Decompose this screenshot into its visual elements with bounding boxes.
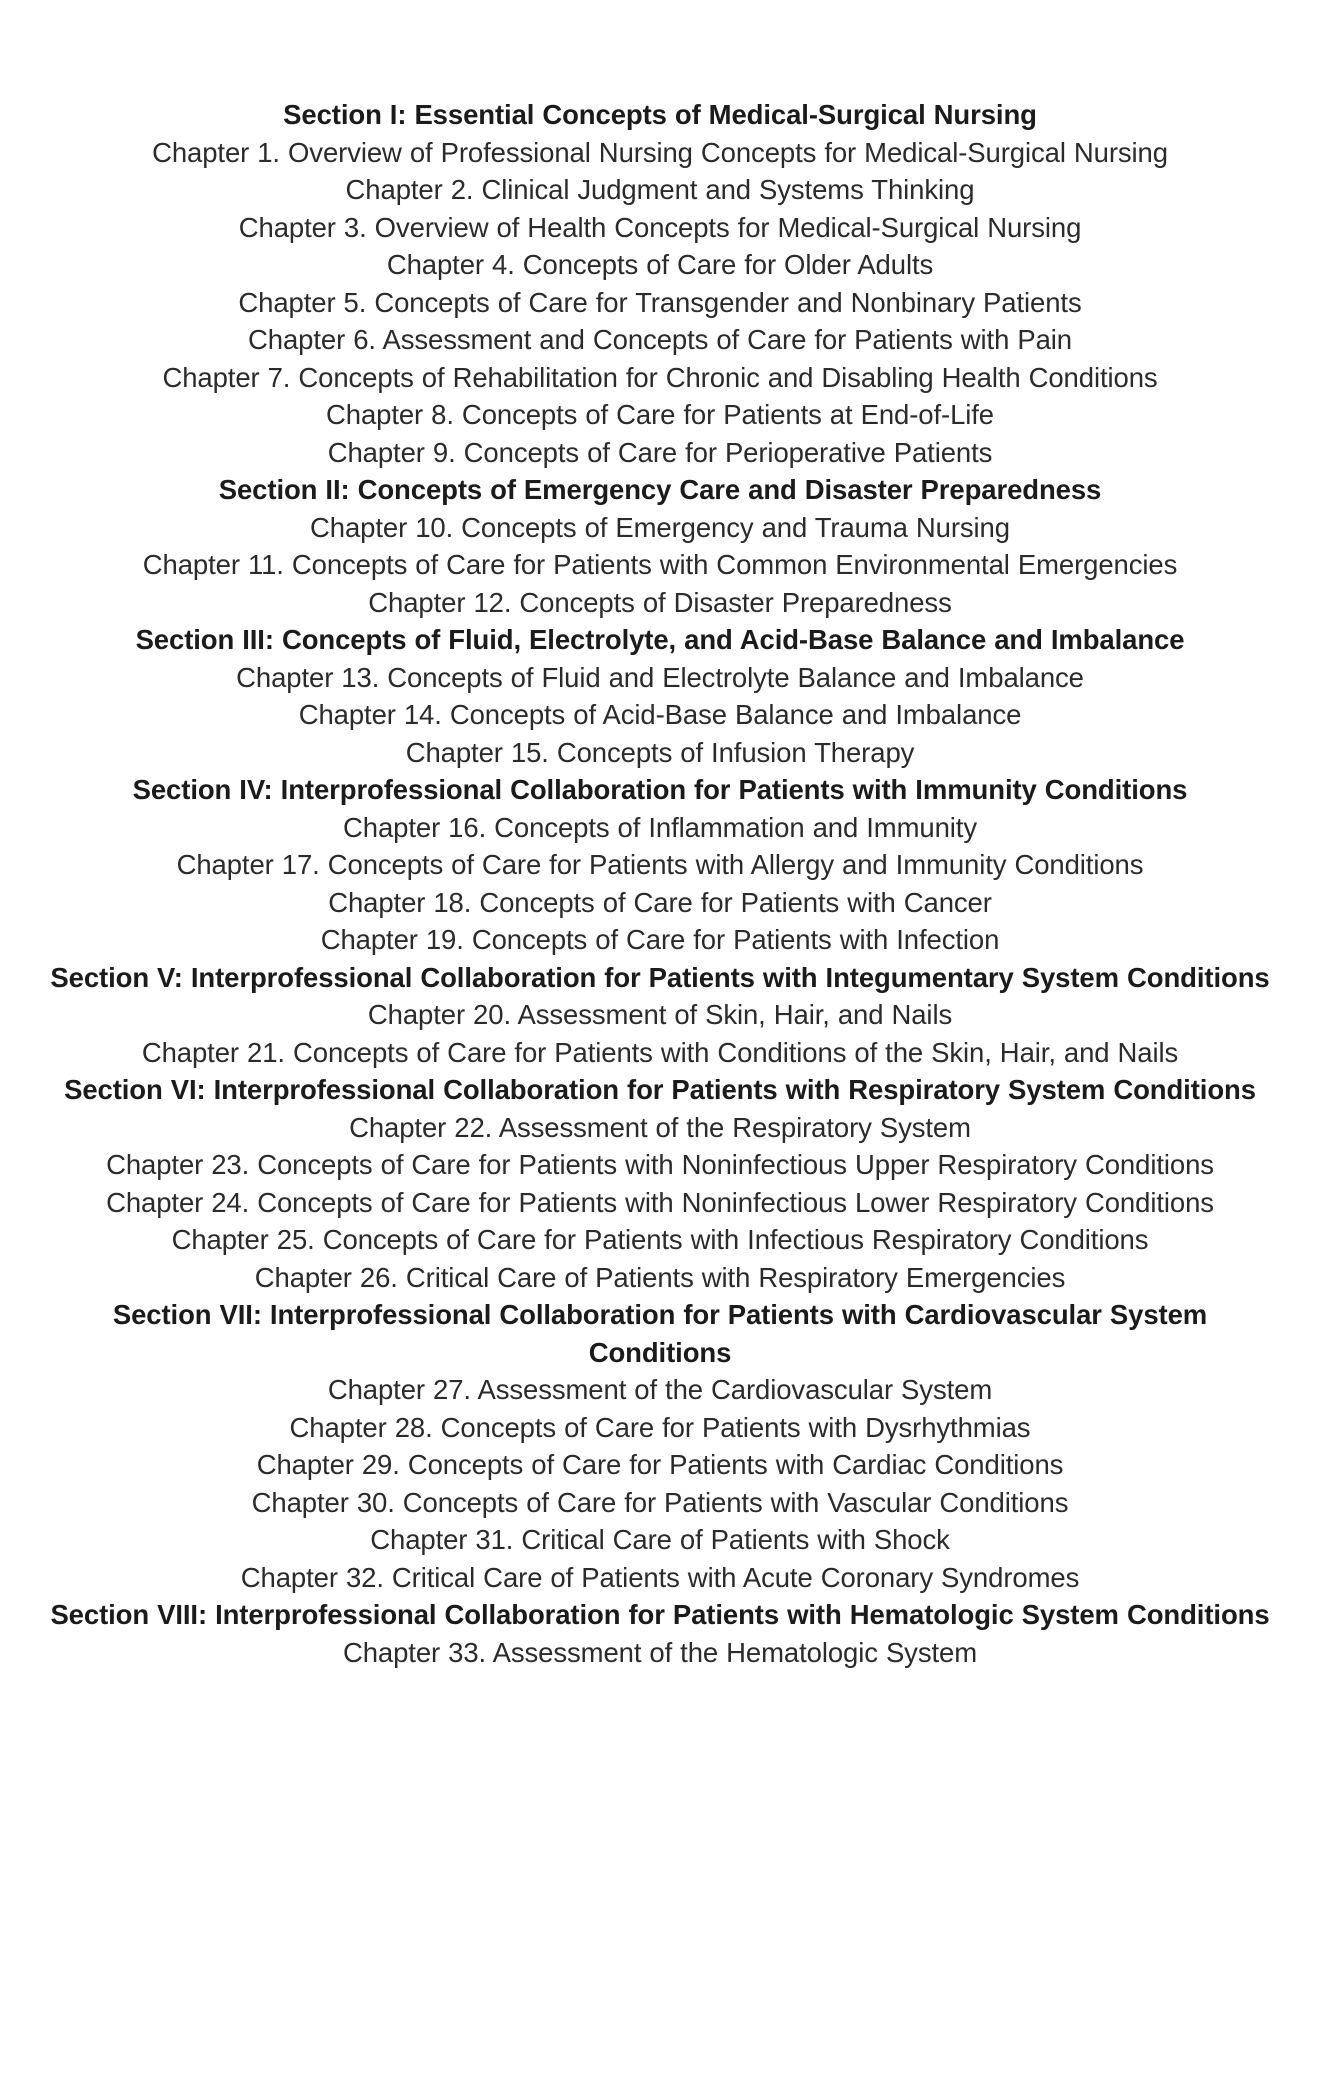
toc-section-heading: Section VIII: Interprofessional Collaboration for Patients with Hematologic System Conditions — [50, 1599, 1270, 1630]
toc-chapter-entry: Chapter 17. Concepts of Care for Patients with Allergy and Immunity Conditions — [176, 849, 1144, 880]
toc-chapter-entry: Chapter 8. Concepts of Care for Patients at End-of-Life — [325, 399, 995, 430]
toc-chapter-entry: Chapter 2. Clinical Judgment and Systems Thinking — [345, 174, 975, 205]
toc-section-heading: Section II: Concepts of Emergency Care and Disaster Preparedness — [218, 474, 1102, 505]
toc-chapter-entry: Chapter 15. Concepts of Infusion Therapy — [405, 736, 915, 768]
toc-chapter-entry: Chapter 12. Concepts of Disaster Preparedness — [368, 586, 952, 618]
toc-chapter-entry: Chapter 24. Concepts of Care for Patients with Noninfectious Lower Respiratory Conditions — [106, 1186, 1214, 1218]
toc-chapter-entry: Chapter 9. Concepts of Care for Perioperative Patients — [327, 436, 993, 468]
toc-chapter-entry: Chapter 29. Concepts of Care for Patients with Cardiac Conditions — [256, 1449, 1064, 1480]
toc-chapter-entry: Chapter 16. Concepts of Inflammation and Immunity — [343, 811, 977, 843]
toc-section-heading: Section I: Essential Concepts of Medical-Surgical Nursing — [283, 99, 1037, 130]
toc-chapter-entry: Chapter 31. Critical Care of Patients with Shock — [370, 1524, 950, 1555]
toc-chapter-entry: Chapter 33. Assessment of the Hematologic System — [342, 1636, 978, 1668]
toc-chapter-entry: Chapter 28. Concepts of Care for Patients with Dysrhythmias — [289, 1411, 1031, 1443]
toc-chapter-entry: Chapter 26. Critical Care of Patients with Respiratory Emergencies — [254, 1261, 1066, 1293]
toc-chapter-entry: Chapter 7. Concepts of Rehabilitation for Chronic and Disabling Health Conditions — [162, 361, 1158, 393]
toc-chapter-entry: Chapter 32. Critical Care of Patients with Acute Coronary Syndromes — [240, 1561, 1080, 1593]
toc-chapter-entry: Chapter 13. Concepts of Fluid and Electrolyte Balance and Imbalance — [236, 661, 1084, 693]
toc-chapter-entry: Chapter 27. Assessment of the Cardiovascular System — [327, 1374, 993, 1405]
toc-chapter-entry: Chapter 4. Concepts of Care for Older Adults — [386, 249, 934, 280]
toc-chapter-entry: Chapter 19. Concepts of Care for Patients with Infection — [320, 924, 1000, 955]
toc-chapter-entry: Chapter 30. Concepts of Care for Patients with Vascular Conditions — [251, 1486, 1069, 1518]
toc-chapter-entry: Chapter 20. Assessment of Skin, Hair, and Nails — [367, 999, 953, 1030]
toc-section-heading: Section V: Interprofessional Collaboration for Patients with Integumentary System Conditions — [50, 961, 1270, 993]
toc-chapter-entry: Chapter 11. Concepts of Care for Patients with Common Environmental Emergencies — [142, 549, 1178, 580]
toc-chapter-entry: Chapter 1. Overview of Professional Nursing Concepts for Medical-Surgical Nursing — [152, 136, 1168, 168]
toc-chapter-entry: Chapter 21. Concepts of Care for Patients with Conditions of the Skin, Hair, and Nails — [141, 1036, 1179, 1068]
toc-chapter-entry: Chapter 10. Concepts of Emergency and Trauma Nursing — [310, 511, 1010, 543]
toc-chapter-entry: Chapter 18. Concepts of Care for Patients with Cancer — [328, 886, 992, 918]
toc-section-heading: Section VII: Interprofessional Collaboration for Patients with Cardiovascular System Conditions — [112, 1299, 1208, 1368]
toc-chapter-entry: Chapter 3. Overview of Health Concepts for Medical-Surgical Nursing — [238, 211, 1082, 243]
toc-section-heading: Section IV: Interprofessional Collaboration for Patients with Immunity Conditions — [132, 774, 1188, 805]
toc-section-heading: Section III: Concepts of Fluid, Electrolyte, and Acid-Base Balance and Imbalance — [135, 624, 1185, 655]
toc-chapter-entry: Chapter 5. Concepts of Care for Transgender and Nonbinary Patients — [238, 286, 1082, 318]
toc-chapter-entry: Chapter 22. Assessment of the Respiratory System — [349, 1111, 971, 1143]
table-of-contents — [40, 96, 1280, 1671]
toc-chapter-entry: Chapter 25. Concepts of Care for Patients with Infectious Respiratory Conditions — [171, 1224, 1149, 1255]
toc-chapter-entry: Chapter 6. Assessment and Concepts of Care for Patients with Pain — [248, 324, 1072, 355]
toc-chapter-entry: Chapter 14. Concepts of Acid-Base Balance and Imbalance — [298, 699, 1022, 730]
toc-section-heading: Section VI: Interprofessional Collaboration for Patients with Respiratory System Conditions — [64, 1074, 1256, 1105]
toc-chapter-entry: Chapter 23. Concepts of Care for Patients with Noninfectious Upper Respiratory Conditions — [106, 1149, 1214, 1180]
